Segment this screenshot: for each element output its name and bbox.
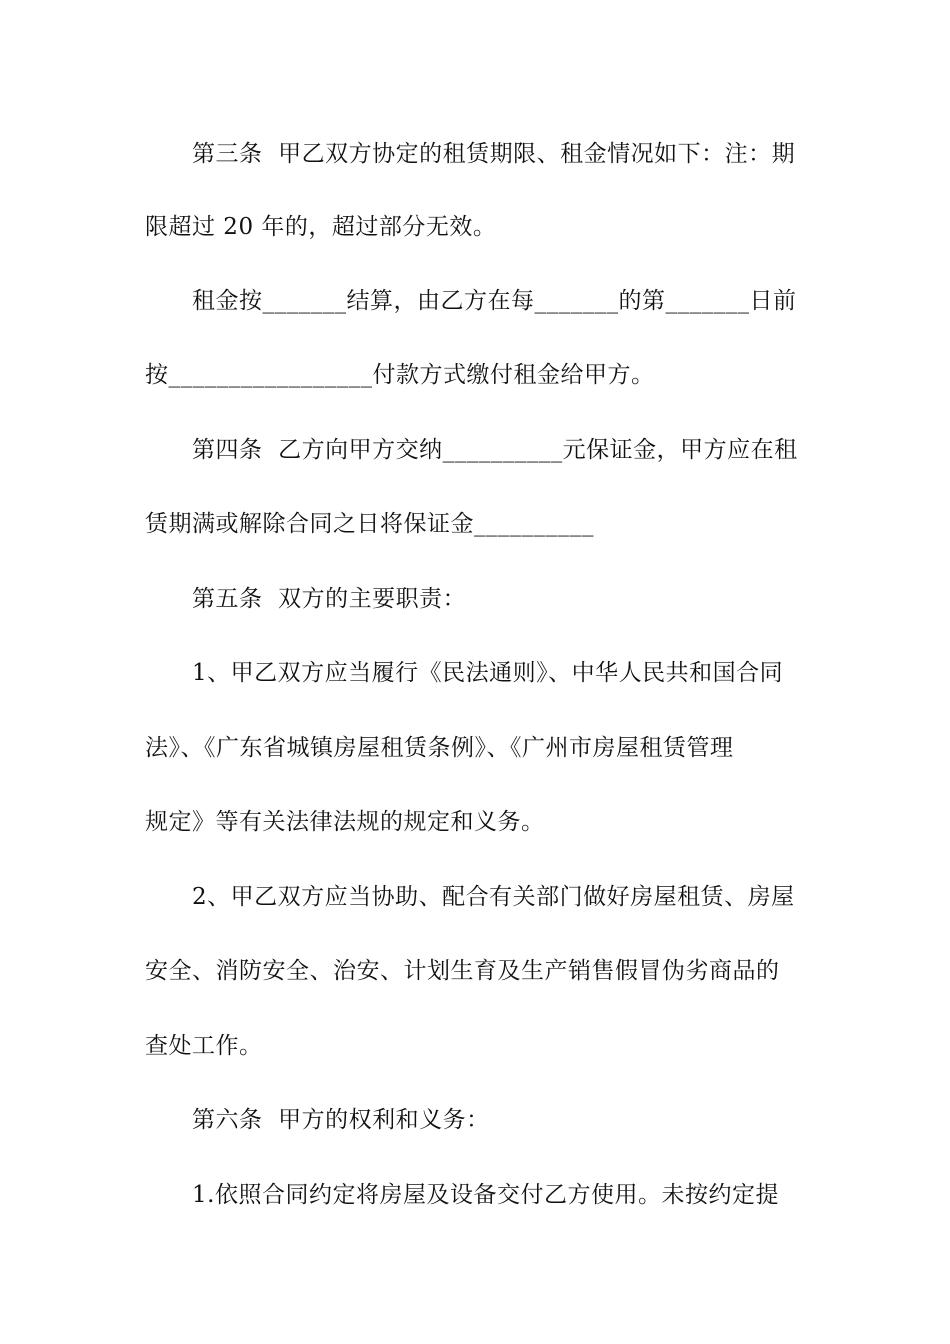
article-6-item-1-line-1: 1.依照合同约定将房屋及设备交付乙方使用。未按约定提 (192, 1182, 779, 1208)
article-3-line-2: 限超过 20 年的，超过部分无效。 (145, 214, 497, 240)
rent-settlement-line-1: 租金按_______结算，由乙方在每_______的第_______日前 (192, 288, 797, 314)
article-5-item-2-line-2: 安全、消防安全、治安、计划生育及生产销售假冒伪劣商品的 (145, 958, 780, 984)
article-5-item-2-line-1: 2、甲乙双方应当协助、配合有关部门做好房屋租赁、房屋 (192, 884, 795, 910)
rent-settlement-line-2: 按_________________付款方式缴付租金给甲方。 (145, 362, 655, 388)
article-6-heading: 第六条 甲方的权利和义务： (192, 1107, 490, 1133)
article-5-item-2-line-3: 查处工作。 (145, 1033, 263, 1059)
article-5-item-1-line-2: 法》、《广东省城镇房屋租赁条例》、《广州市房屋租赁管理 (145, 735, 734, 761)
article-3-line-1: 第三条 甲乙双方协定的租赁期限、租金情况如下：注：期 (192, 141, 796, 167)
article-5-heading: 第五条 双方的主要职责： (192, 586, 467, 612)
article-4-line-1: 第四条 乙方向甲方交纳__________元保证金，甲方应在租 (192, 437, 798, 463)
article-5-item-1-line-3: 规定》等有关法律法规的规定和义务。 (145, 809, 545, 835)
article-5-item-1-line-1: 1、甲乙双方应当履行《民法通则》、中华人民共和国合同 (192, 660, 784, 686)
article-4-line-2: 赁期满或解除合同之日将保证金__________ (145, 511, 594, 537)
